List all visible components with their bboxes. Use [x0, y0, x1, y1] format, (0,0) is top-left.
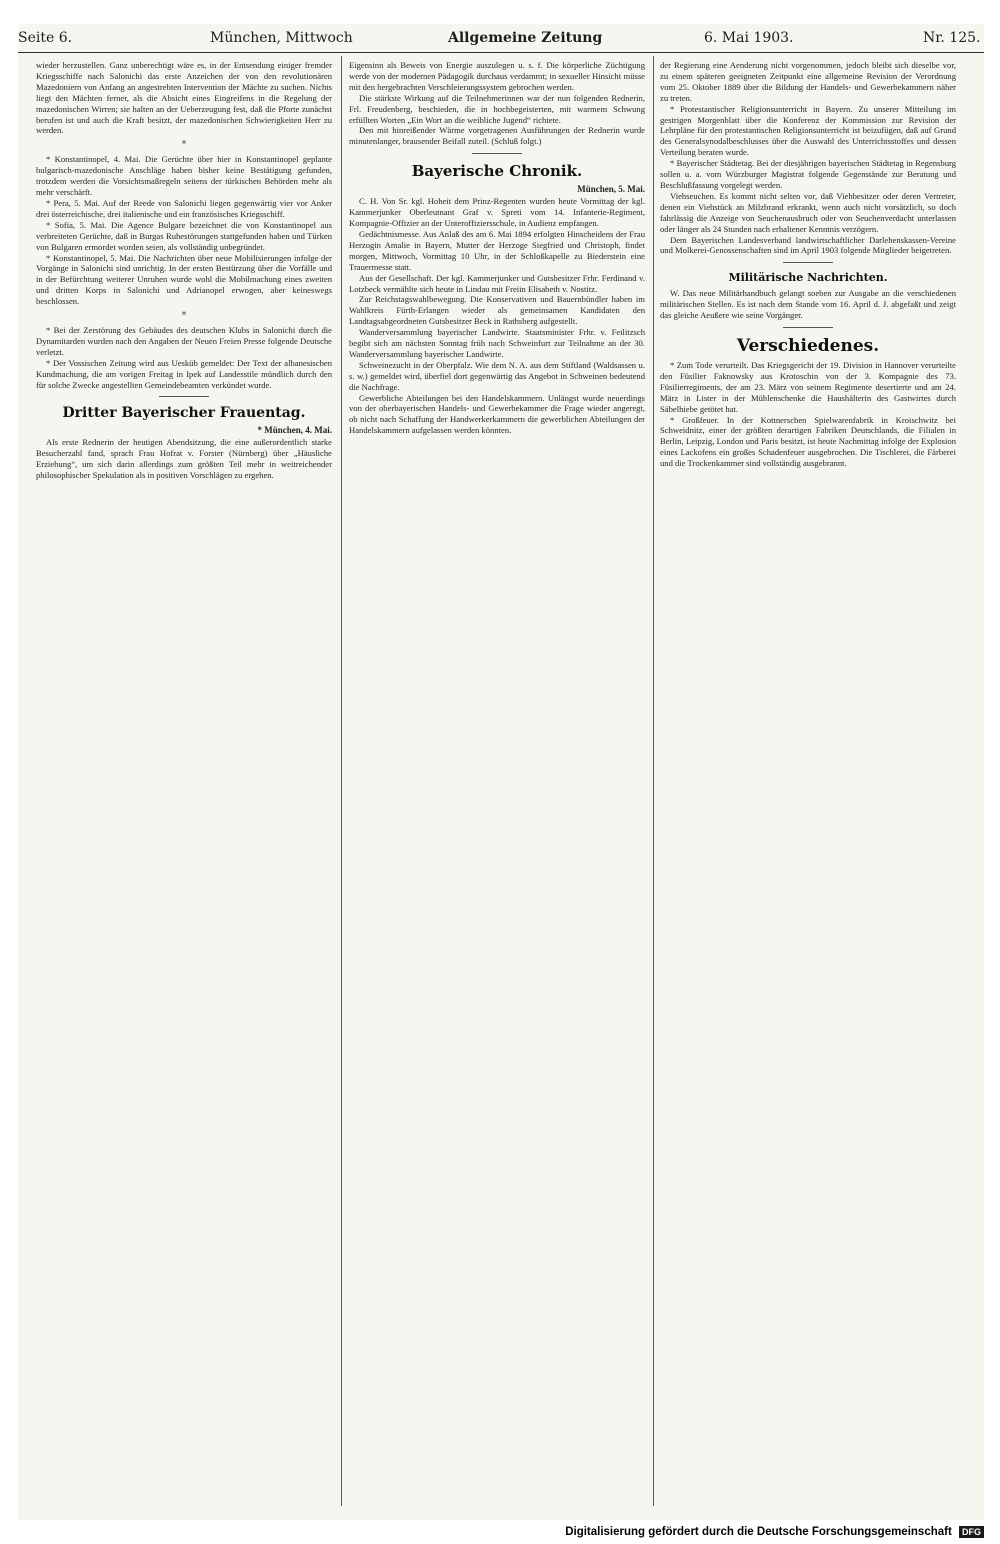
page-number: Seite 6. [18, 30, 73, 46]
section-title-chronik: Bayerische Chronik. [411, 162, 583, 181]
article-paragraph: * Bayerischer Städtetag. Bei der diesjährigen bayerischen Städtetag in Regensburg sollen u. a. vom Würzburger Magistrat folgende Gegenstände zur Beratung und Beschlußfassung vorgelegt werden. [660, 158, 956, 190]
article-paragraph: Viehseuchen. Es kommt nicht selten vor, daß Viehbesitzer oder deren Vertreter, denen ein Viehstück an Milzbrand erkrankt, wenn auch nicht vorsätzlich, so doch fahrlässig die Anzeige von Seuchenausbruch oder von Seuchenverdacht unterlassen oder länger als 24 Stunden nach erhaltener Kenntnis verzögern. [660, 190, 956, 234]
dateline: München, 5. Mai. [577, 184, 645, 195]
separator-asterisk: * [181, 140, 187, 151]
column-divider [653, 56, 654, 1506]
article-paragraph: Gewerbliche Abteilungen bei den Handelskammern. Unlängst wurde neuerdings von der oberbayerischen Handels- und Gewerbekammer die Frage wieder angeregt, ob nicht nach Schaffung der Handwerkerkammern die gewerblichen Abteilungen der Handelskammern aufgelassen werden könnten. [349, 392, 645, 436]
article-paragraph: W. Das neue Militärhandbuch gelangt soeben zur Ausgabe an die verschiedenen militärischen Stellen. Es ist nach dem Stande vom 16. April d. J. abgefaßt und zeigt das gleiche Aeußere wie seine Vorgänger. [660, 288, 956, 321]
page-header [18, 30, 984, 52]
article-paragraph: * Sofia, 5. Mai. Die Agence Bulgare bezeichnet die von Konstantinopel aus verbreiteten Gerüchte, daß in Burgas Ruhestörungen stattgefunden haben und Türken von Bulgaren ermordet worden seien, als vollständig unbegründet. [36, 219, 332, 252]
header-rule [18, 52, 984, 53]
newspaper-title: Allgemeine Zeitung [448, 30, 603, 46]
dfg-logo: DFG [959, 1526, 984, 1538]
article-paragraph: Die stärkste Wirkung auf die Teilnehmerinnen war der nun folgenden Rednerin, Frl. Freudenberg, beschieden, die in hochbegeisterten, mit warmem Schwung erfüllten Worten „Ein Wort an die weibliche Jugend“ richtete. [349, 92, 645, 125]
article-paragraph: Eigensinn als Beweis von Energie auszulegen u. s. f. Die körperliche Züchtigung werde von der modernen Pädagogik durchaus verdammt; in sexueller Hinsicht müsse mit den hergebrachten Verschleierungssystem gebrochen werden. [349, 60, 645, 92]
article-paragraph: * Der Vossischen Zeitung wird aus Uesküb gemeldet: Der Text der albanesischen Kundmachung, die am vorigen Freitag in Ipek auf Landesstile mündlich durch den für solche Zwecke angestellten Gemeindebeamten verkündet wurde. [36, 357, 332, 390]
article-paragraph: der Regierung eine Aenderung nicht vorgenommen, jedoch bleibt sich dieselbe vor, zu einem späteren geeigneten Zeitpunkt eine allgemeine Revision der Verordnung vom 25. Oktober 1889 über die Bildung der Handels- und Gewerbekammern näher zu treten. [660, 60, 956, 103]
article-paragraph: * Bei der Zerstörung des Gebäudes des deutschen Klubs in Salonichi durch die Dynamitarden wurden nach den Angaben der Neuen Freien Presse folgende Deutsche verletzt. [36, 325, 332, 357]
article-paragraph: Dem Bayerischen Landesverband landwirtschaftlicher Darlehenskassen-Vereine und Molkerei-Genossenschaften sind im April 1903 folgende Mitglieder beigetreten. [660, 234, 956, 256]
column-2 [349, 60, 645, 1510]
article-paragraph: wieder herzustellen. Ganz unberechtigt wäre es, in der Entsendung einiger fremder Kriegsschiffe nach Salonichi das erste Anzeichen der von den revolutionären Mazedoniern von Anfang an angestrebten Intervention der Mächte zu suchen. Nichts liegt den Mächten ferner, als die Absicht eines Eingreifens in die Regelung der mazedonischen Wirren; sie halten an der Ueberzeugung fest, daß die Pforte zunächst berufen ist und auch die Kraft besitzt, der mazedonischen Schwierigkeiten Herr zu werden. [36, 60, 332, 136]
article-paragraph: C. H. Von Sr. kgl. Hoheit dem Prinz-Regenten wurden heute Vormittag der kgl. Kammerjunker Oberleutnant Graf v. Spreti vom 14. Infanterie-Regiment, Kompagnie-Offizier an der Unteroffiziersschule, in Audienz empfangen. [349, 196, 645, 229]
section-title-militaer: Militärische Nachrichten. [728, 271, 888, 285]
column-3 [660, 60, 956, 1510]
section-rule [783, 327, 833, 328]
article-paragraph: * Konstantinopel, 5. Mai. Die Nachrichten über neue Mobilisierungen infolge der Vorgänge in Salonichi sind unrichtig. In der ersten Bestürzung über die Vorfälle und in der Befürchtung weiterer Unruhen wurde wohl die Mobilmachung eines zweiten und dritten Korps in Salonichi und Adrianopel erwogen, aber keineswegs beschlossen. [36, 252, 332, 307]
article-paragraph: * Zum Tode verurteilt. Das Kriegsgericht der 19. Division in Hannover verurteilte den Füsilier Faknowsky aus Krotoschin von der 3. Kompagnie des 73. Füsilierregiments, der am 23. März von seinem Regimente desertierte und am 24. März in Lister in der Mühlenschenke die Haushälterin des Gastwirtes durch Säbelhiebe getötet hat. [660, 360, 956, 414]
issue-number: Nr. 125. [923, 30, 981, 46]
section-rule [472, 153, 522, 154]
article-paragraph: Zur Reichstagswahlbewegung. Die Konservativen und Bauernbündler haben im Wahlkreis Fürth-Erlangen wieder als gemeinsamen Kandidaten den Landtagsabgeordneten Gutsbesitzer Beck in Rathsberg aufgestellt. [349, 294, 645, 327]
column-1 [36, 60, 332, 1510]
column-divider [341, 56, 342, 1506]
article-paragraph: Als erste Rednerin der heutigen Abendsitzung, die eine außerordentlich starke Besucherzahl fand, sprach Frau Hofrat v. Forster (Nürnberg) über „Häusliche Erziehung“, um sich darin allerdings zum größten Teil mehr in weitreichender philosophischer Spekulation als in positiven Vorschlägen zu ergehen. [36, 437, 332, 481]
dateline: * München, 4. Mai. [257, 425, 332, 436]
section-rule [159, 396, 209, 397]
article-paragraph: * Großfeuer. In der Kottnerschen Spielwarenfabrik in Kroischwitz bei Schweidnitz, einer der größten derartigen Fabriken Deutschlands, die Filialen in Berlin, Leipzig, London und Paris besitzt, ist heute Nachmittag infolge der Explosion eines Lackofens ein großes Schadenfeuer ausgebrochen. Die Tischlerei, die Färberei und die Trockenkammer sind vollständig ausgebrannt. [660, 414, 956, 469]
issue-date: 6. Mai 1903. [704, 30, 794, 46]
separator-asterisk: * [181, 311, 187, 322]
credit-text: Digitalisierung gefördert durch die Deutsche Forschungsgemeinschaft [565, 1526, 952, 1538]
article-paragraph: Wanderversammlung bayerischer Landwirte. Staatsminister Frhr. v. Feilitzsch begibt sich am nächsten Sonntag früh nach Schweinfurt zur Teilnahme an der 30. Wanderversammlung bayerischer Landwirte. [349, 327, 645, 359]
section-rule [783, 262, 833, 263]
article-paragraph: * Pera, 5. Mai. Auf der Reede von Salonichi liegen gegenwärtig vier vor Anker drei österreichische, drei italienische und ein französisches Kriegsschiff. [36, 197, 332, 219]
place-weekday: München, Mittwoch [210, 30, 353, 46]
article-paragraph: Schweinezucht in der Oberpfalz. Wie dem N. A. aus dem Stiftland (Waldsassen u. s. w.) gemeldet wird, überfiel dort gegenwärtig das Angebot in Schweinen bedeutend die Nachfrage. [349, 359, 645, 392]
article-paragraph: Aus der Gesellschaft. Der kgl. Kammerjunker und Gutsbesitzer Frhr. Ferdinand v. Lotzbeck vermählte sich heute in Lindau mit Freiin Elisabeth v. Nostitz. [349, 272, 645, 294]
article-paragraph: * Protestantischer Religionsunterricht in Bayern. Zu unserer Mitteilung im gestrigen Morgenblatt über die Konferenz der Kommission zur Revision der Lehrpläne für den protestantischen Religionsunterricht ist beizufügen, daß auf Grund des Generalsynodalbeschlusses über die Auswahl des Unterrichtsstoffes und dessen Verteilung beraten wurde. [660, 103, 956, 158]
section-title-verschiedenes: Verschiedenes. [736, 336, 880, 357]
article-paragraph: Den mit hinreißender Wärme vorgetragenen Ausführungen der Rednerin wurde minutenlanger, brausender Beifall zuteil. (Schluß folgt.) [349, 125, 645, 147]
article-paragraph: Gedächtnismesse. Aus Anlaß des am 6. Mai 1894 erfolgten Hinscheidens der Frau Herzogin Amalie in Bayern, Mutter der Herzoge Siegfried und Christoph, findet morgen, Mittwoch, Vormittag 10 Uhr, in der Schloßkapelle zu Biederstein eine Trauermesse statt. [349, 228, 645, 272]
digitization-credit [565, 1526, 984, 1538]
section-title-frauentag: Dritter Bayerischer Frauentag. [62, 405, 306, 422]
article-paragraph: * Konstantinopel, 4. Mai. Die Gerüchte über hier in Konstantinopel geplante bulgarisch-mazedonische Anschläge haben bisher keine Bestätigung gefunden, trotzdem werden die Vorsichtsmaßregeln seitens der türkischen Behörden mehr als mehr verschärft. [36, 154, 332, 198]
